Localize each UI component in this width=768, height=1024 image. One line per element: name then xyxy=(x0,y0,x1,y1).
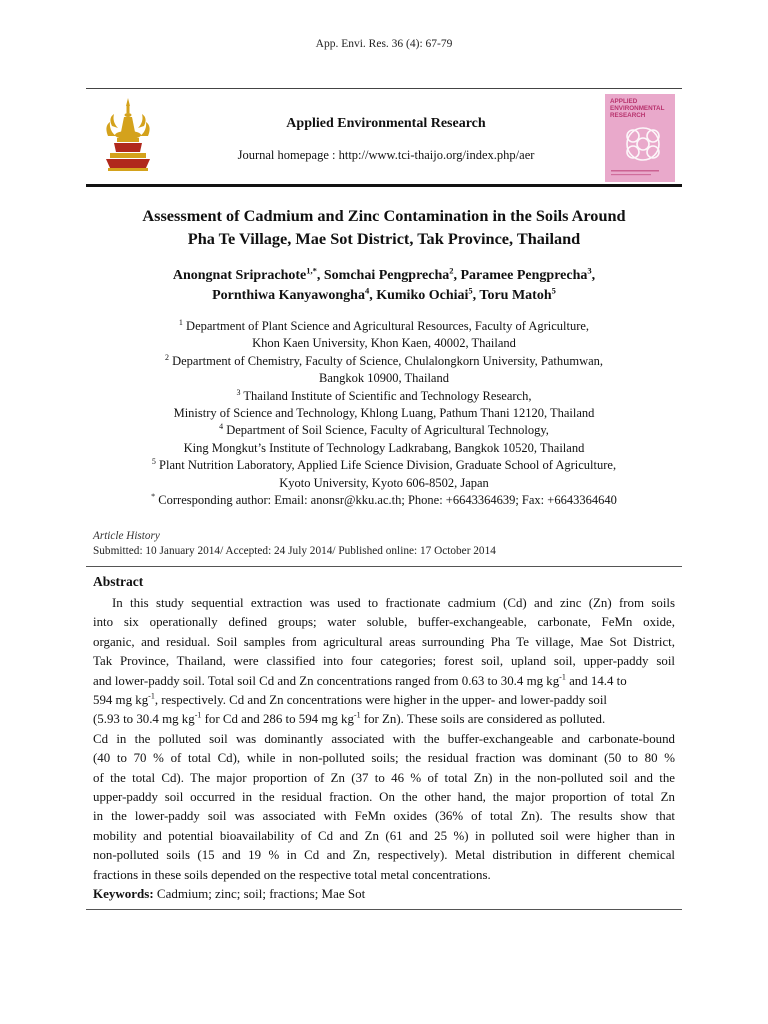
author-name: Kumiko Ochiai xyxy=(376,288,469,303)
abstract-top-rule xyxy=(86,566,682,567)
journal-name: Applied Environmental Research xyxy=(286,116,486,131)
author-name: Anongnat Sriprachote xyxy=(172,268,307,283)
affiliation-text: Kyoto University, Kyoto 606-8502, Japan xyxy=(279,475,489,490)
abstract-body xyxy=(93,594,675,885)
author-separator: , xyxy=(591,268,596,283)
abstract-line: (40 to 70 % of total Cd), while in non-polluted soils; the residual fraction was dominant (50 to 80 % xyxy=(93,751,675,766)
affiliation-line xyxy=(60,440,708,457)
affiliation-line xyxy=(60,335,708,352)
unit-exponent: -1 xyxy=(353,711,361,721)
keywords-label: Keywords: xyxy=(93,886,154,901)
unit-exponent: -1 xyxy=(559,672,566,682)
paper-title xyxy=(60,204,708,250)
author-name: Pornthiwa Kanyawongha xyxy=(212,288,365,303)
author-separator: , xyxy=(316,268,324,283)
title-line: Pha Te Village, Mae Sot District, Tak Province, Thailand xyxy=(187,229,581,248)
affiliation-text: Khon Kaen University, Khon Kaen, 40002, Thailand xyxy=(252,336,516,351)
cover-title: APPLIED ENVIRONMENTAL RESEARCH xyxy=(610,98,665,119)
abstract-line: fractions in these soils depended on the respective total metal concentrations. xyxy=(93,867,491,882)
abstract-line xyxy=(93,672,675,691)
author-name: Toru Matoh xyxy=(479,288,552,303)
title-line: Assessment of Cadmium and Zinc Contamination in the Soils Around xyxy=(142,206,626,225)
affiliation-line xyxy=(60,405,708,422)
affiliation-line xyxy=(60,422,708,439)
affiliation-line xyxy=(60,388,708,405)
author-affiliation-marker: 5 xyxy=(468,285,473,296)
affiliation-list xyxy=(60,318,708,509)
affiliation-line xyxy=(60,457,708,474)
affiliation-marker: 1 xyxy=(178,317,183,327)
abstract-line: Tak Province, Thailand, were classified into four categories; forest soil, upland soil, upper-paddy soil xyxy=(93,654,675,669)
affiliation-line xyxy=(60,318,708,335)
journal-cover-thumbnail xyxy=(605,94,675,182)
author-affiliation-marker: 2 xyxy=(449,265,454,276)
affiliation-marker: * xyxy=(151,491,156,501)
author-affiliation-marker: 4 xyxy=(364,285,370,296)
unit-exponent: -1 xyxy=(194,711,202,721)
abstract-line: into six operationally defined groups; water soluble, buffer-exchangeable, carbonate, FeMn oxide, xyxy=(93,615,675,630)
abstract-text: , respectively. Cd and Zn concentrations were higher in the upper- and lower-paddy soil xyxy=(154,693,608,708)
affiliation-text: Department of Plant Science and Agricultural Resources, Faculty of Agriculture, xyxy=(186,319,590,333)
abstract-bottom-rule xyxy=(86,909,682,910)
affiliation-line xyxy=(60,353,708,370)
author-affiliation-marker: 5 xyxy=(551,285,556,296)
keywords-text: Cadmium; zinc; soil; fractions; Mae Sot xyxy=(153,886,366,901)
abstract-line xyxy=(93,691,675,710)
journal-citation: App. Envi. Res. 36 (4): 67-79 xyxy=(315,38,453,50)
affiliation-marker: 5 xyxy=(151,457,156,467)
abstract-line: mobility and potential bioavailability of Cd and Zn (61 and 25 %) in polluted soil were higher than in xyxy=(93,828,675,843)
keywords xyxy=(93,886,365,902)
abstract-text: 594 mg kg xyxy=(93,693,149,708)
header-top-rule xyxy=(86,88,682,89)
affiliation-marker: 2 xyxy=(164,352,169,362)
affiliation-text: Plant Nutrition Laboratory, Applied Life Science Division, Graduate School of Agriculture, xyxy=(159,458,617,473)
affiliation-marker: 3 xyxy=(236,387,241,397)
author-name: Paramee Pengprecha xyxy=(460,268,588,283)
author-separator: , xyxy=(369,288,377,303)
abstract-text: and 14.4 to xyxy=(565,673,627,688)
abstract-text: for Zn). These soils are considered as polluted. xyxy=(360,712,606,727)
corresponding-author-line xyxy=(60,492,708,509)
unit-exponent: -1 xyxy=(148,691,155,701)
affiliation-text: Department of Chemistry, Faculty of Science, Chulalongkorn University, Pathumwan, xyxy=(172,353,604,368)
affiliation-line xyxy=(60,370,708,387)
journal-homepage-link[interactable]: Journal homepage : http://www.tci-thaijo.org/index.php/aer xyxy=(237,148,535,162)
abstract-line: non-polluted soils (15 and 19 % in Cd and Zn, respectively). Metal distribution in different chemical xyxy=(93,848,675,863)
article-history-dates: Submitted: 10 January 2014/ Accepted: 24 July 2014/ Published online: 17 October 2014 xyxy=(93,545,496,557)
author-line xyxy=(60,286,708,306)
author-list xyxy=(60,266,708,306)
affiliation-text: King Mongkut’s Institute of Technology Ladkrabang, Bangkok 10520, Thailand xyxy=(183,440,585,455)
abstract-text: and lower-paddy soil. Total soil Cd and Zn concentrations ranged from 0.63 to 30.4 mg kg xyxy=(93,673,560,688)
affiliation-text: Department of Soil Science, Faculty of Agricultural Technology, xyxy=(226,423,549,438)
abstract-line xyxy=(93,710,675,729)
affiliation-marker: 4 xyxy=(219,422,224,432)
abstract-line: organic, and residual. Soil samples from agricultural areas surrounding Pha Te village, Mae Sot District, xyxy=(93,634,675,649)
header-bottom-rule xyxy=(86,184,682,187)
affiliation-line xyxy=(60,475,708,492)
affiliation-text: Ministry of Science and Technology, Khlong Luang, Pathum Thani 12120, Thailand xyxy=(173,406,595,421)
author-separator: , xyxy=(453,268,461,283)
abstract-text: for Cd and 286 to 594 mg kg xyxy=(201,712,354,727)
abstract-line: upper-paddy soil occurred in the residual fraction. On the other hand, the major proportion of total Zn xyxy=(93,790,675,805)
author-line xyxy=(60,266,708,286)
author-name: Somchai Pengprecha xyxy=(323,268,450,283)
affiliation-text: Bangkok 10900, Thailand xyxy=(319,371,449,386)
abstract-line: In this study sequential extraction was used to fractionate cadmium (Cd) and zinc (Zn) from soils xyxy=(112,596,675,610)
abstract-text: (5.93 to 30.4 mg kg xyxy=(93,712,195,727)
author-affiliation-marker: 1,* xyxy=(306,265,317,276)
abstract-line: Cd in the polluted soil was dominantly associated with the buffer-exchangeable and carbonate-bound xyxy=(93,731,675,746)
abstract-line: in the lower-paddy soil was associated with FeMn oxides (36% of total Zn). The results show that xyxy=(93,809,675,824)
abstract-line: of the total Cd). The major proportion of Zn (37 to 46 % of total Zn) in the non-polluted soil and the xyxy=(93,770,675,785)
affiliation-text: Thailand Institute of Scientific and Technology Research, xyxy=(243,388,532,403)
author-separator: , xyxy=(472,288,480,303)
university-emblem-logo xyxy=(100,96,156,172)
article-history-label: Article History xyxy=(93,530,160,542)
corresponding-author-text: Corresponding author: Email: anonsr@kku.ac.th; Phone: +6643364639; Fax: +6643364640 xyxy=(158,493,617,508)
abstract-heading: Abstract xyxy=(93,574,144,589)
author-affiliation-marker: 3 xyxy=(587,265,592,276)
